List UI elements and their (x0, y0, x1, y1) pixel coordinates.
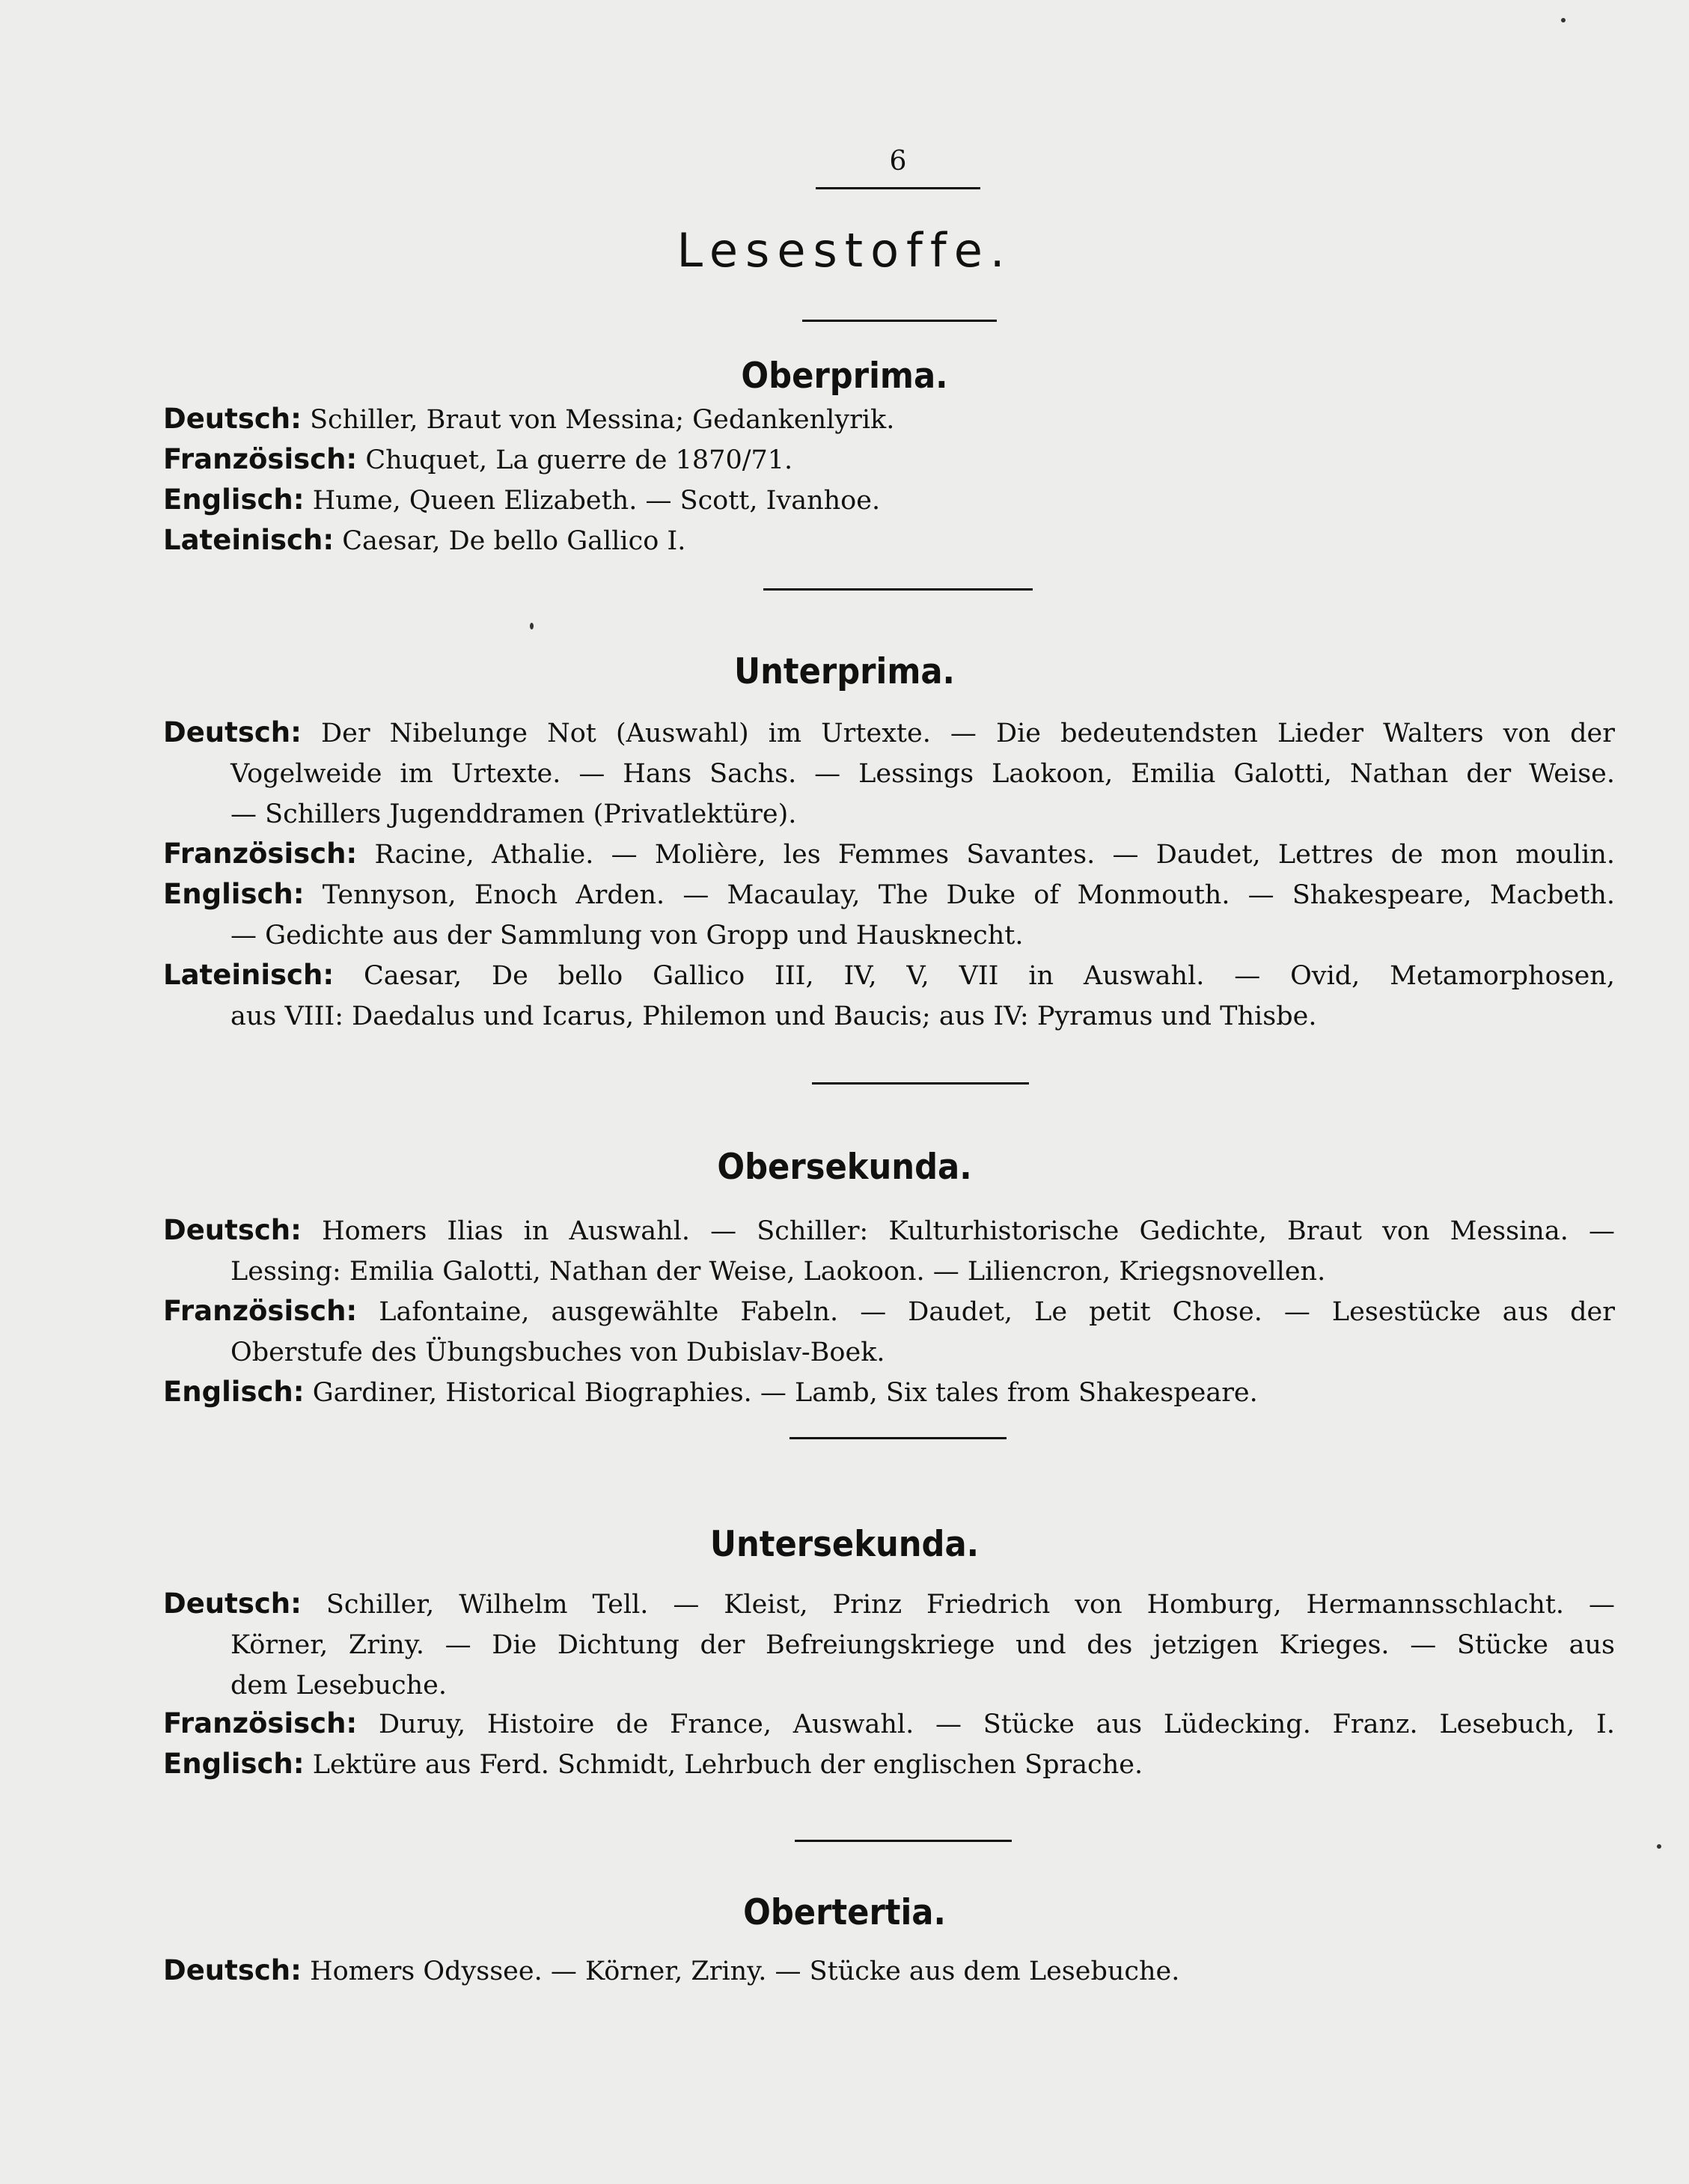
entry-obertertia-deutsch (163, 1950, 1615, 1992)
entry-unterprima-lateinisch (163, 955, 1615, 1037)
entry-text: Caesar, De bello Gallico III, IV, V, VII in Auswahl. — Ovid, Metamorphosen, (363, 961, 1615, 991)
subject-label: Englisch: (163, 878, 305, 910)
entry-text: — Schillers Jugenddramen (Privatlektüre). (230, 799, 797, 829)
section-rule (763, 588, 1033, 591)
entry-oberprima-deutsch (163, 399, 1615, 440)
entry-obersekunda-englisch (163, 1372, 1615, 1413)
entry-text: Oberstufe des Übungsbuches von Dubislav-Boek. (230, 1337, 885, 1367)
entry-text: Chuquet, La guerre de 1870/71. (365, 445, 793, 475)
entry-text: Caesar, De bello Gallico I. (342, 526, 686, 556)
entry-obersekunda-deutsch (163, 1210, 1615, 1292)
entry-text: Hume, Queen Elizabeth. — Scott, Ivanhoe. (312, 486, 881, 516)
subject-label: Deutsch: (163, 716, 302, 748)
section-heading-oberprima: Oberprima. (741, 356, 948, 397)
entry-unterprima-deutsch (163, 713, 1615, 835)
entry-obersekunda-franzoesisch (163, 1291, 1615, 1373)
print-speck (530, 623, 534, 629)
entry-text: Lessing: Emilia Galotti, Nathan der Weise, Laokoon. — Liliencron, Kriegsnovellen. (230, 1257, 1326, 1287)
entry-text: Lafontaine, ausgewählte Fabeln. — Daudet, Le petit Chose. — Lesestücke aus der (379, 1297, 1615, 1327)
title-rule (802, 320, 997, 322)
print-speck (1561, 18, 1566, 22)
entry-text: Der Nibelunge Not (Auswahl) im Urtexte. — Die bedeutendsten Lieder Walters von der (321, 719, 1615, 748)
entry-oberprima-englisch (163, 480, 1615, 521)
subject-label: Deutsch: (163, 1214, 302, 1246)
page-title: Lesestoffe. (676, 223, 1013, 278)
subject-label: Deutsch: (163, 403, 302, 435)
entry-text: Racine, Athalie. — Molière, les Femmes Savantes. — Daudet, Lettres de mon moulin. (374, 840, 1615, 870)
entry-text: Schiller, Braut von Messina; Gedankenlyrik. (310, 405, 895, 435)
entry-text: Homers Ilias in Auswahl. — Schiller: Kulturhistorische Gedichte, Braut von Messina. — (322, 1216, 1615, 1246)
subject-label: Französisch: (163, 1707, 358, 1739)
subject-label: Französisch: (163, 1295, 358, 1327)
entry-text: Vogelweide im Urtexte. — Hans Sachs. — Lessings Laokoon, Emilia Galotti, Nathan der Weise. (230, 759, 1615, 789)
subject-label: Französisch: (163, 838, 358, 870)
entry-oberprima-lateinisch (163, 520, 1615, 561)
entry-untersekunda-englisch (163, 1744, 1615, 1785)
entry-untersekunda-franzoesisch (163, 1703, 1615, 1745)
section-rule (789, 1437, 1007, 1439)
subject-label: Deutsch: (163, 1954, 302, 1986)
subject-label: Englisch: (163, 1748, 305, 1780)
entry-text: Körner, Zriny. — Die Dichtung der Befreiungskriege und des jetzigen Krieges. — Stücke aus (230, 1630, 1615, 1660)
entry-text: Lektüre aus Ferd. Schmidt, Lehrbuch der englischen Sprache. (312, 1750, 1143, 1780)
entry-oberprima-franzoesisch (163, 439, 1615, 481)
entry-text: Tennyson, Enoch Arden. — Macaulay, The Duke of Monmouth. — Shakespeare, Macbeth. (322, 880, 1615, 910)
section-rule (795, 1840, 1012, 1842)
section-rule (812, 1082, 1029, 1085)
entry-text: aus VIII: Daedalus und Icarus, Philemon und Baucis; aus IV: Pyramus und Thisbe. (230, 1001, 1317, 1031)
page-number: 6 (889, 146, 907, 177)
entry-untersekunda-deutsch (163, 1584, 1615, 1706)
entry-text: dem Lesebuche. (230, 1671, 447, 1700)
subject-label: Englisch: (163, 1376, 305, 1408)
section-heading-unterprima: Unterprima. (734, 651, 955, 692)
section-heading-obertertia: Obertertia. (743, 1892, 946, 1933)
section-heading-untersekunda: Untersekunda. (709, 1524, 980, 1565)
page-number-rule (816, 187, 980, 189)
subject-label: Französisch: (163, 443, 358, 475)
entry-text: — Gedichte aus der Sammlung von Gropp und Hausknecht. (230, 921, 1024, 951)
entry-text: Gardiner, Historical Biographies. — Lamb, Six tales from Shakespeare. (312, 1378, 1258, 1408)
subject-label: Englisch: (163, 484, 305, 516)
entry-unterprima-englisch (163, 874, 1615, 956)
entry-text: Duruy, Histoire de France, Auswahl. — Stücke aus Lüdecking. Franz. Lesebuch, I. (379, 1709, 1615, 1739)
subject-label: Lateinisch: (163, 524, 335, 556)
subject-label: Lateinisch: (163, 959, 335, 991)
section-heading-obersekunda: Obersekunda. (717, 1147, 972, 1188)
subject-label: Deutsch: (163, 1587, 302, 1620)
entry-text: Homers Odyssee. — Körner, Zriny. — Stücke aus dem Lesebuche. (310, 1956, 1180, 1986)
print-speck (1657, 1844, 1661, 1849)
entry-unterprima-franzoesisch (163, 834, 1615, 875)
entry-text: Schiller, Wilhelm Tell. — Kleist, Prinz Friedrich von Homburg, Hermannsschlacht. — (326, 1590, 1615, 1620)
